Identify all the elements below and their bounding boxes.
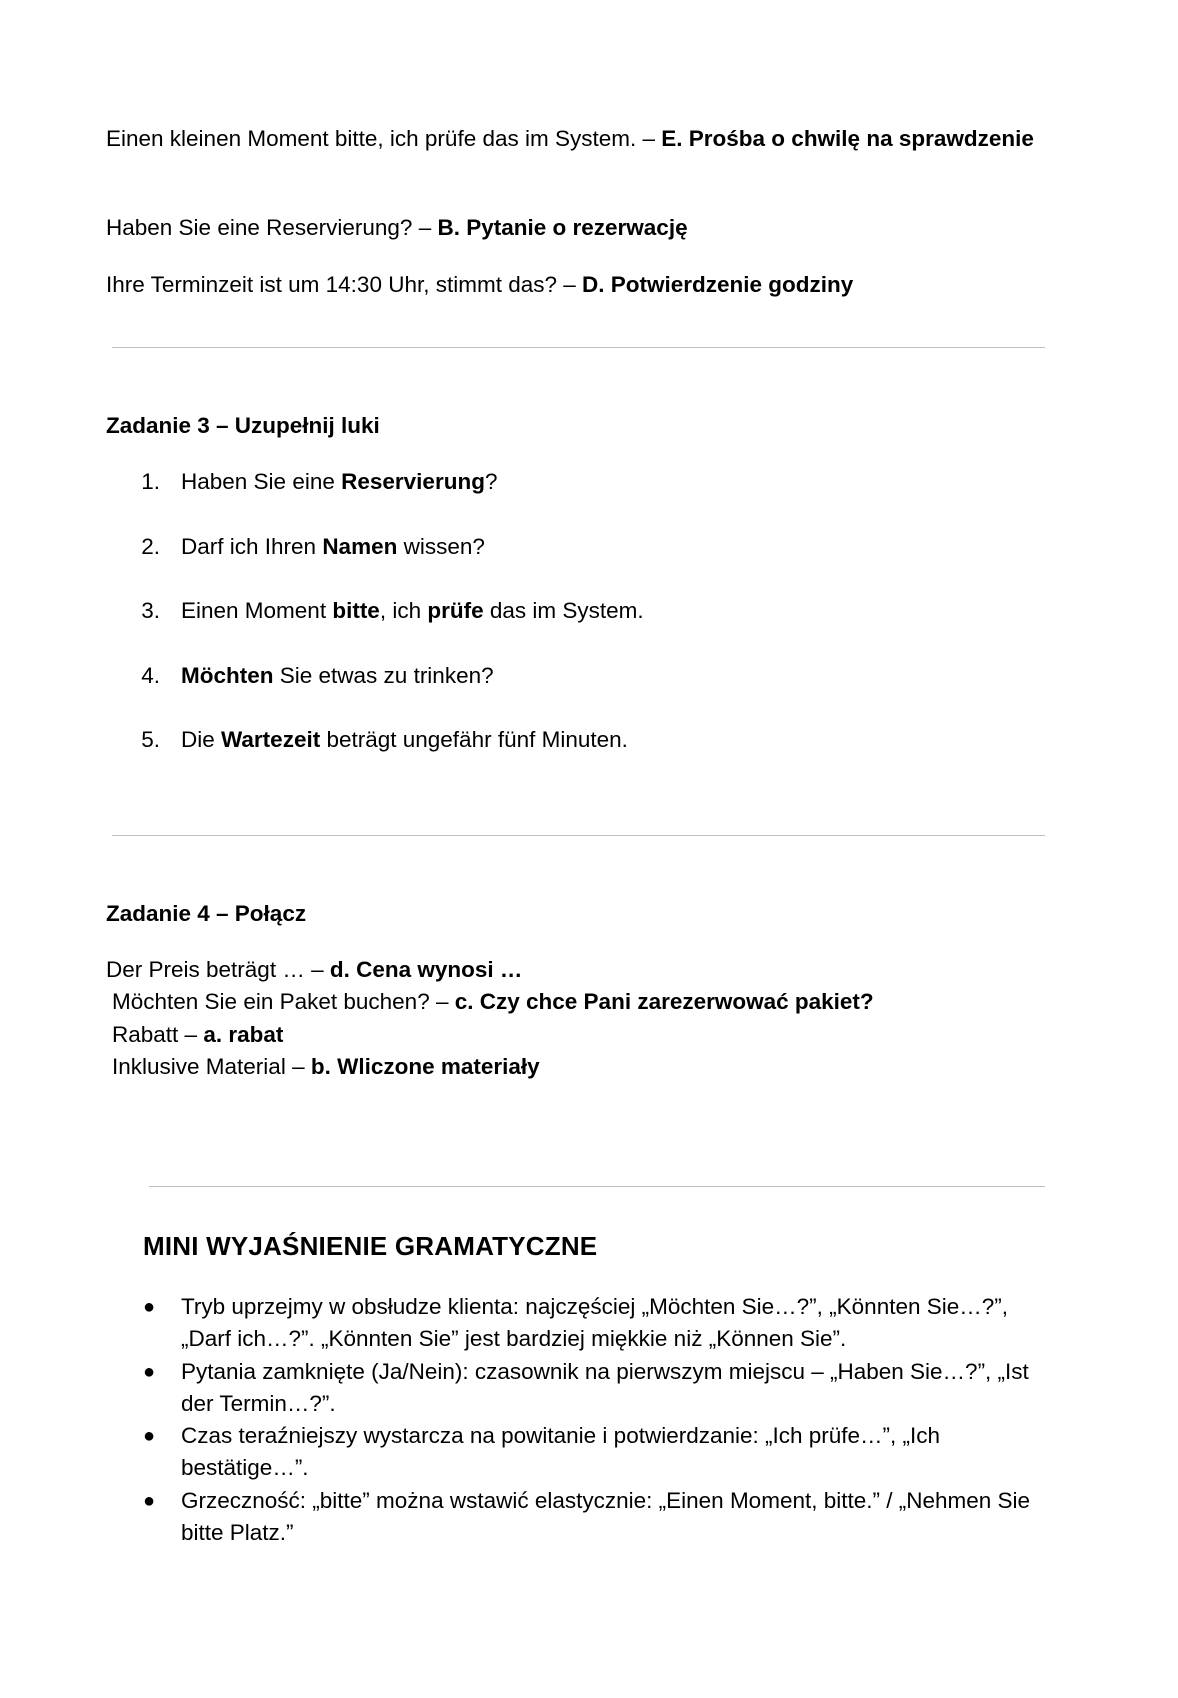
answer-line-3-key: D. Potwierdzenie godziny [582,272,854,297]
list-item-number: 5. [141,727,160,752]
bullet-dot: ● [143,1490,156,1512]
list-item: Die Wartezeit beträgt ungefähr fünf Minuten. [181,727,628,752]
answer-line-1-german: Einen kleinen Moment bitte, ich prüfe das im System. – [106,126,662,151]
divider-3 [149,1186,1045,1187]
grammar-title: MINI WYJAŚNIENIE GRAMATYCZNE [143,1231,598,1261]
pair-row: Der Preis beträgt … – d. Cena wynosi … [106,957,523,982]
answer-line-2 [106,212,688,244]
pair-row: Rabatt – a. rabat [112,1022,284,1047]
pair-row: Inklusive Material – b. Wliczone materiały [112,1054,540,1079]
answer-line-3-german: Ihre Terminzeit ist um 14:30 Uhr, stimmt das? – [106,272,583,297]
list-item-number: 1. [141,469,160,494]
list-item-number: 2. [141,534,160,559]
list-item: Czas teraźniejszy wystarcza na powitanie i potwierdzanie: „Ich prüfe…”, „Ich bestätige…”. [181,1423,941,1480]
list-item: Tryb uprzejmy w obsłudze klienta: najczęściej „Möchten Sie…?”, „Könnten Sie…?”, „Darf ich…?”. „Könnten Sie” jest bardziej miękkie niż „Können Sie”. [181,1294,1009,1351]
list-item-number: 4. [141,663,160,688]
bullet-dot: ● [143,1296,156,1318]
answer-line-2-key: B. Pytanie o rezerwację [437,215,688,240]
list-item: Grzeczność: „bitte” można wstawić elastycznie: „Einen Moment, bitte.” / „Nehmen Sie bitte Platz.” [181,1488,1031,1545]
bullet-dot: ● [143,1425,156,1447]
list-item: Haben Sie eine Reservierung? [181,469,498,494]
list-item: Einen Moment bitte, ich prüfe das im System. [181,598,644,623]
divider-2 [112,835,1045,836]
divider-1 [112,347,1045,348]
list-item: Darf ich Ihren Namen wissen? [181,534,485,559]
answer-line-2-german: Haben Sie eine Reservierung? – [106,215,438,240]
answer-line-1-key: E. Prośba o chwilę na sprawdzenie [661,126,1034,151]
answer-line-3 [106,269,853,301]
list-item: Möchten Sie etwas zu trinken? [181,663,494,688]
answer-line-1 [106,123,1046,155]
pair-row: Möchten Sie ein Paket buchen? – c. Czy chce Pani zarezerwować pakiet? [112,989,874,1014]
list-item: Pytania zamknięte (Ja/Nein): czasownik na pierwszym miejscu – „Haben Sie…?”, „Ist der Termin…?”. [181,1359,1029,1416]
task-3-title: Zadanie 3 – Uzupełnij luki [106,413,380,438]
task-4-title: Zadanie 4 – Połącz [106,901,307,926]
list-item-number: 3. [141,598,160,623]
bullet-dot: ● [143,1361,156,1383]
